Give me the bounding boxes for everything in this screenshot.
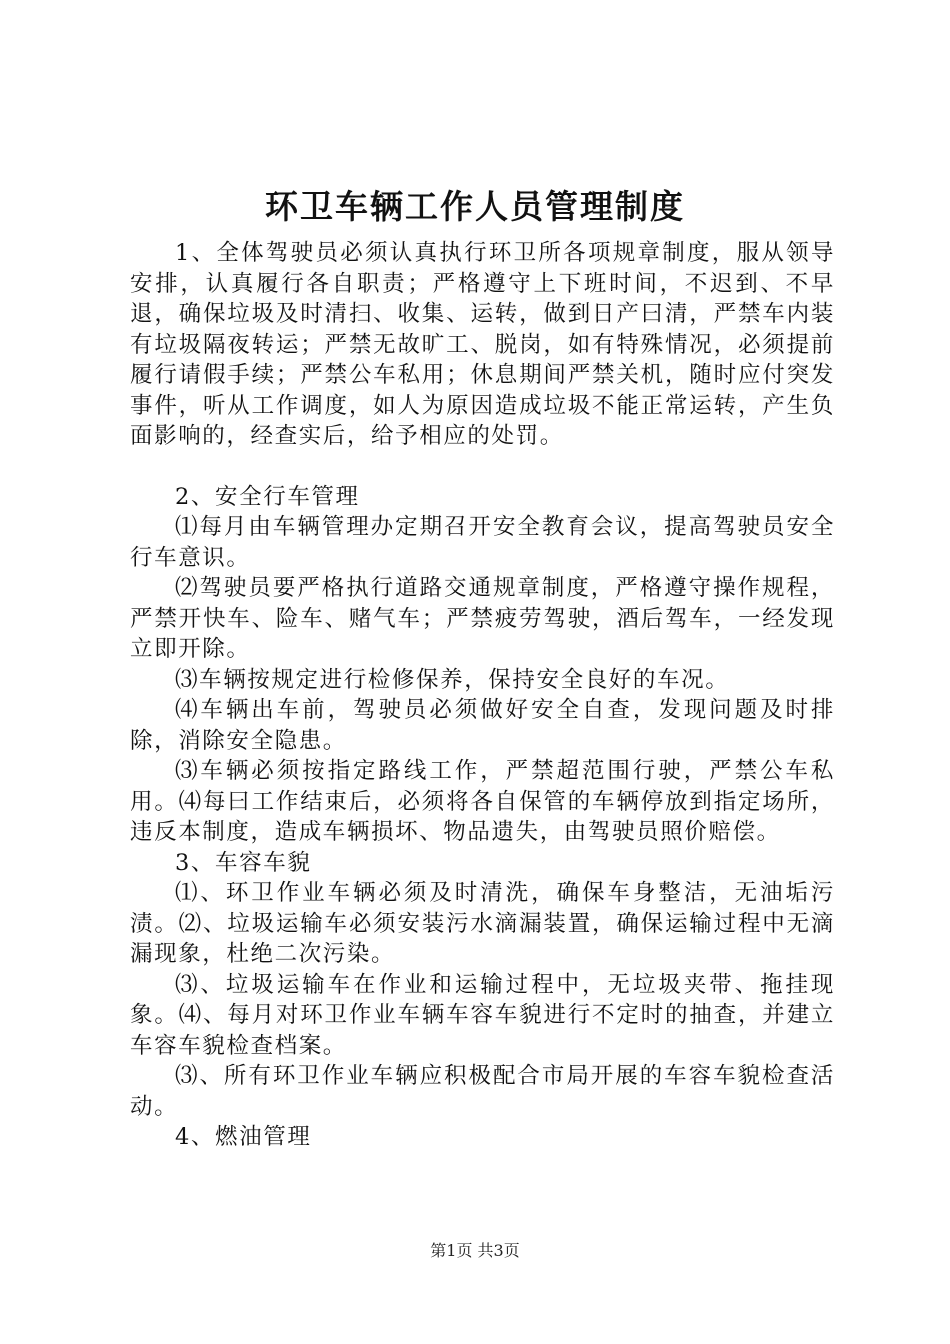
paragraph-appearance-2: ⑶、垃圾运输车在作业和运输过程中，无垃圾夹带、拖挂现象。⑷、每月对环卫作业车辆车容车貌进行不定时的抽查，并建立车容车貌检查档案。 [130, 971, 835, 1059]
paragraph-safety-3: ⑶车辆按规定进行检修保养，保持安全良好的车况。 [175, 666, 730, 693]
paragraph-safety-1: ⑴每月由车辆管理办定期召开安全教育会议，提高驾驶员安全行车意识。 [130, 514, 835, 571]
document-body [130, 238, 835, 1153]
section-heading-appearance: 3、车容车貌 [175, 849, 312, 876]
document-title: 环卫车辆工作人员管理制度 [265, 187, 685, 226]
section-heading-safety: 2、安全行车管理 [175, 483, 360, 510]
paragraph-safety-5: ⑶车辆必须按指定路线工作，严禁超范围行驶，严禁公车私用。⑷每曰工作结束后，必须将各自保管的车辆停放到指定场所，违反本制度，造成车辆损坏、物品遗失，由驾驶员照价赔偿。 [130, 758, 835, 845]
section-heading-fuel: 4、燃油管理 [175, 1124, 312, 1150]
paragraph-safety-2: ⑵驾驶员要严格执行道路交通规章制度，严格遵守操作规程，严禁开快车、险车、赌气车；严禁疲劳驾驶，酒后驾车，一经发现立即开除。 [130, 575, 835, 662]
paragraph-appearance-3: ⑶、所有环卫作业车辆应积极配合市局开展的车容车貌检查活动。 [130, 1063, 835, 1120]
paragraph-appearance-1: ⑴、环卫作业车辆必须及时清洗，确保车身整洁，无油垢污渍。⑵、垃圾运输车必须安装污水滴漏装置，确保运输过程中无滴漏现象，杜绝二次污染。 [130, 880, 835, 967]
paragraph-rule-1: 1、全体驾驶员必须认真执行环卫所各项规章制度，服从领导安排，认真履行各自职责；严格遵守上下班时间，不迟到、不早退，确保垃圾及时清扫、收集、运转，做到日产曰清，严禁车内装有垃圾隔夜转运；严禁无故旷工、脱岗，如有特殊情况，必须提前履行请假手续；严禁公车私用；休息期间严禁关机，随时应付突发事件，听从工作调度，如人为原因造成垃圾不能正常运转，产生负面影响的，经查实后，给予相应的处罚。 [130, 240, 835, 449]
paragraph-safety-4: ⑷车辆出车前，驾驶员必须做好安全自查，发现问题及时排除，消除安全隐患。 [130, 697, 835, 754]
page-footer: 第1页 共3页 [430, 1241, 520, 1260]
